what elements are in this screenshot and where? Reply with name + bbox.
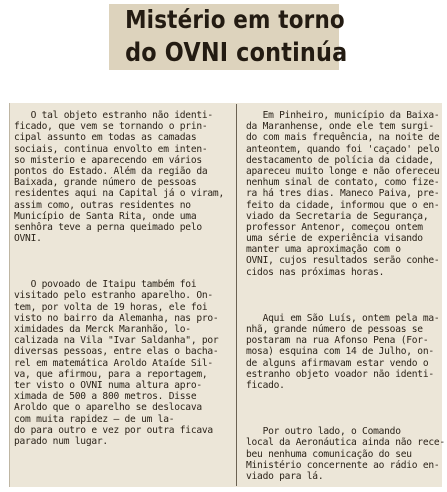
text-line: diversas pessoas, entre elas o bacha- <box>14 346 219 358</box>
text-line: sociais, continua envolto em inten- <box>14 143 208 155</box>
text-line: visto no bairro da Alemanha, nas pro- <box>14 312 219 324</box>
text-line: estranho objeto voador não identi- <box>246 368 434 380</box>
article-paragraph <box>14 279 226 447</box>
text-line: Baixada, grande número de pessoas <box>14 177 197 189</box>
text-line: feito da cidade, informou que o en- <box>246 199 440 211</box>
text-line: ficado, que vem se tornando o prin- <box>14 121 208 133</box>
text-line: beu nenhuma comunicação do seu <box>246 448 412 460</box>
text-line: apareceu muito longe e não ofereceu <box>246 165 440 177</box>
text-line: cidos nas próximas horas. <box>246 266 385 278</box>
text-line: do com mais frequência, na noite de <box>246 132 440 144</box>
paragraph-gap <box>246 278 447 313</box>
text-line: O tal objeto estranho não identi- <box>14 110 213 121</box>
text-line: va, que afirmou, para a reportagem, <box>14 368 208 380</box>
text-line: nenhum sinal de contato, como fize- <box>246 177 440 189</box>
text-line: residentes aqui na Capital já o viram, <box>14 188 224 200</box>
text-line: com muita rapidez — de um la- <box>14 413 175 425</box>
text-line: pontos do Estado. Além da região da <box>14 165 208 177</box>
text-line: ximada de 500 a 800 metros. Disse <box>14 391 197 403</box>
text-line: ficado. <box>246 379 285 391</box>
text-line: anteontem, quando foi 'caçado' pelo <box>246 143 440 155</box>
text-line: visitado pelo estranho aparelho. On- <box>14 290 213 302</box>
text-line: Aqui em São Luís, ontem pela ma- <box>246 312 440 324</box>
headline-line-2: do OVNI continúa <box>125 38 348 68</box>
article-column-right <box>246 110 447 482</box>
text-line: manter uma aproximação com o <box>246 244 401 256</box>
text-line: Município de Santa Rita, onde uma <box>14 210 197 222</box>
text-line: destacamento de polícia da cidade, <box>246 154 434 166</box>
text-line: tem, por volta de 19 horas, ele foi <box>14 301 208 313</box>
text-line: mosa) esquina com 14 de Julho, on- <box>246 346 434 358</box>
text-line: da Maranhense, onde ele tem surgi- <box>246 121 434 133</box>
paragraph-gap <box>246 391 447 426</box>
article-paragraph <box>246 110 447 278</box>
text-line: so misterio e aparecendo em vários <box>14 154 202 166</box>
text-line: Em Pinheiro, município da Baixa- <box>246 110 440 121</box>
article-paragraph <box>14 110 226 244</box>
text-line: ter visto o OVNI numa altura apro- <box>14 379 202 391</box>
article-column-left <box>14 110 226 447</box>
text-line: de alguns afirmavam estar vendo o <box>246 357 429 369</box>
text-line: viado para lá. <box>246 470 324 482</box>
article-paragraph <box>246 313 447 391</box>
text-line: parado num lugar. <box>14 435 108 447</box>
text-line: O povoado de Itaipu também foi <box>14 279 197 291</box>
text-line: cipal assunto em todas as camadas <box>14 132 197 144</box>
headline-line-1: Mistério em torno <box>125 5 345 34</box>
text-line: Aroldo que o aparelho se deslocava <box>14 402 202 414</box>
text-line: Por outro lado, o Comando <box>246 426 401 438</box>
column-divider <box>236 104 237 486</box>
paragraph-gap <box>14 244 226 279</box>
text-line: senhôra teve a perna queimado pelo <box>14 221 202 233</box>
text-line: professor Antenor, começou ontem <box>246 221 423 233</box>
text-line: viado da Secretaria de Segurança, <box>246 210 429 222</box>
text-line: assim como, outras residentes no <box>14 199 191 211</box>
text-line: postaram na rua Afonso Pena (For- <box>246 335 429 347</box>
text-line: calizada na Vila "Ivar Saldanha", por <box>14 335 219 347</box>
article-paragraph <box>246 426 447 482</box>
text-line: OVNI. <box>14 233 42 245</box>
text-line: uma série de experiência visando <box>246 233 423 245</box>
text-line: do para outro e vez por outra ficava <box>14 424 213 436</box>
headline-box <box>109 4 348 70</box>
text-line: OVNI, cujos resultados serão conhe- <box>246 255 440 267</box>
text-line: rel em matemática Aroldo Ataíde Sil- <box>14 357 213 369</box>
text-line: nhã, grande número de pessoas se <box>246 324 423 335</box>
text-line: ra há tres dias. Maneco Paiva, pre- <box>246 188 440 200</box>
text-line: ximidades da Merck Maranhão, lo- <box>14 324 191 335</box>
text-line: Ministério concernente ao rádio en- <box>246 459 440 471</box>
text-line: local da Aeronáutica ainda não rece- <box>246 437 445 449</box>
